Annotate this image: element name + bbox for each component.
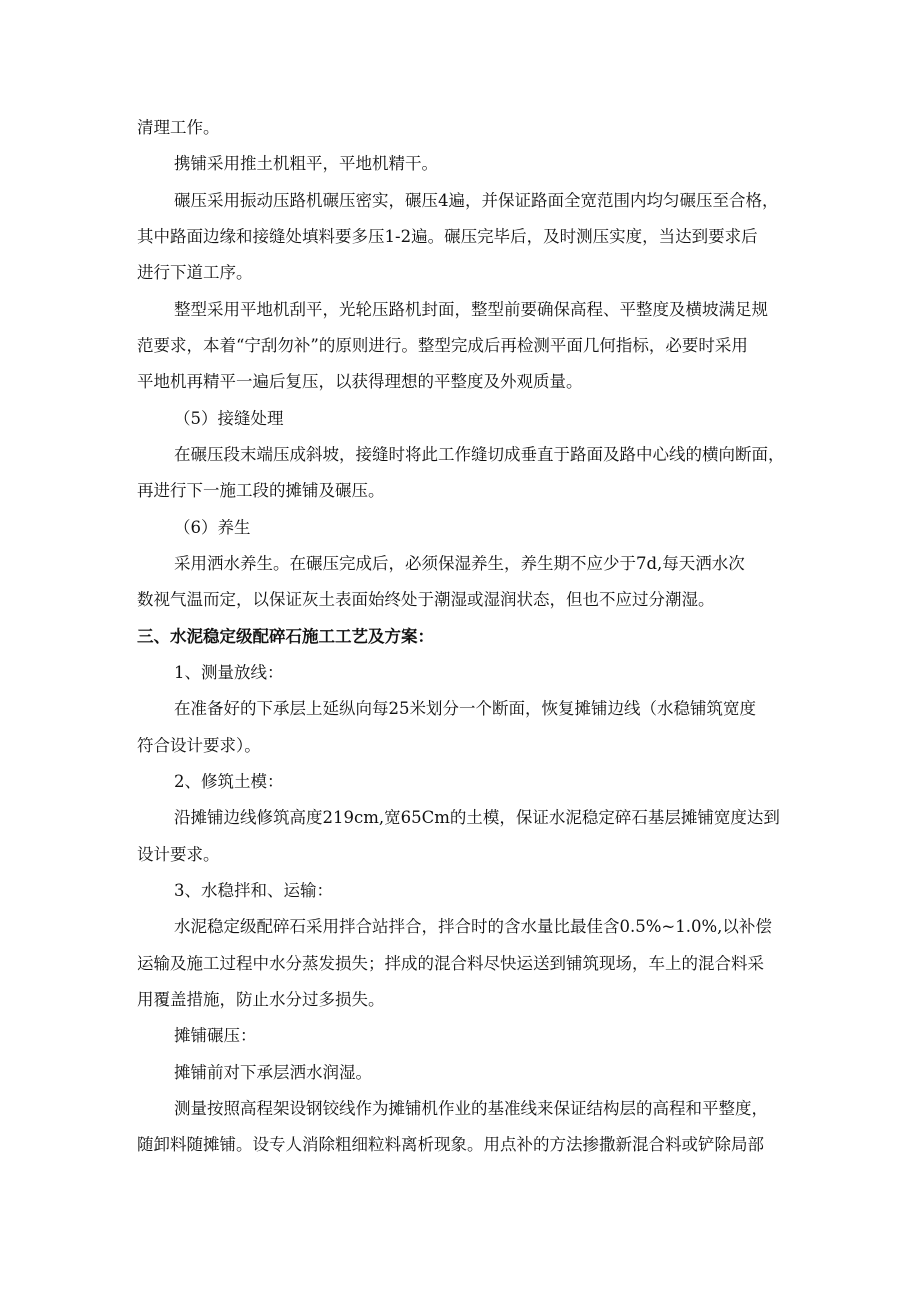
text-line: 用覆盖措施，防止水分过多损失。: [137, 990, 385, 1009]
text-line: 水泥稳定级配碎石采用拌合站拌合，拌合时的含水量比最佳含0.5%~1.0%,以补偿: [174, 917, 772, 936]
text-line: 采用洒水养生。在碾压完成后，必须保湿养生，养生期不应少于7d,每天洒水次: [174, 554, 745, 573]
text-line: 在准备好的下承层上延纵向每25米划分一个断面，恢复摊铺边线（水稳铺筑宽度: [174, 699, 756, 718]
text-line: 整型采用平地机刮平，光轮压路机封面，整型前要确保高程、平整度及横坡满足规: [174, 300, 768, 319]
section-subheading: 1、测量放线：: [174, 663, 284, 682]
text-line: 清理工作。: [137, 118, 220, 137]
text-line: 其中路面边缘和接缝处填料要多压1-2遍。碾压完毕后，及时测压实度，当达到要求后: [137, 227, 758, 246]
text-line: 数视气温而定，以保证灰土表面始终处于潮湿或湿润状态，但也不应过分潮湿。: [137, 590, 715, 609]
section-subheading: 2、修筑土模：: [174, 772, 284, 791]
text-line: 摊铺前对下承层洒水润湿。: [174, 1063, 372, 1082]
text-line: 运输及施工过程中水分蒸发损失；拌成的混合料尽快运送到铺筑现场，车上的混合料采: [137, 954, 764, 973]
section-heading: 三、水泥稳定级配碎石施工工艺及方案：: [137, 627, 434, 646]
text-line: 携铺采用推土机粗平，平地机精干。: [174, 154, 438, 173]
section-subheading: （5）接缝处理: [174, 409, 284, 428]
text-line: 平地机再精平一遍后复压，以获得理想的平整度及外观质量。: [137, 372, 583, 391]
section-subheading: 3、水稳拌和、运输：: [174, 881, 333, 900]
text-line: 沿摊铺边线修筑高度219cm,宽65Cm的土模，保证水泥稳定碎石基层摊铺宽度达到: [174, 808, 780, 827]
text-line: 范要求，本着“宁刮勿补”的原则进行。整型完成后再检测平面几何指标，必要时采用: [137, 336, 748, 355]
section-subheading: 摊铺碾压：: [174, 1026, 257, 1045]
text-line: 碾压采用振动压路机碾压密实，碾压4遍，并保证路面全宽范围内均匀碾压至合格，: [174, 191, 779, 210]
text-line: 进行下道工序。: [137, 263, 253, 282]
text-line: 设计要求。: [137, 845, 220, 864]
text-line: 在碾压段末端压成斜坡，接缝时将此工作缝切成垂直于路面及路中心线的横向断面，: [174, 445, 785, 464]
text-line: 符合设计要求）。: [137, 736, 261, 755]
text-line: 测量按照高程架设钢铰线作为摊铺机作业的基准线来保证结构层的高程和平整度，: [174, 1099, 768, 1118]
section-subheading: （6）养生: [174, 518, 251, 537]
text-line: 随卸料随摊铺。设专人消除粗细粒料离析现象。用点补的方法掺撒新混合料或铲除局部: [137, 1135, 764, 1154]
text-line: 再进行下一施工段的摊铺及碾压。: [137, 481, 385, 500]
